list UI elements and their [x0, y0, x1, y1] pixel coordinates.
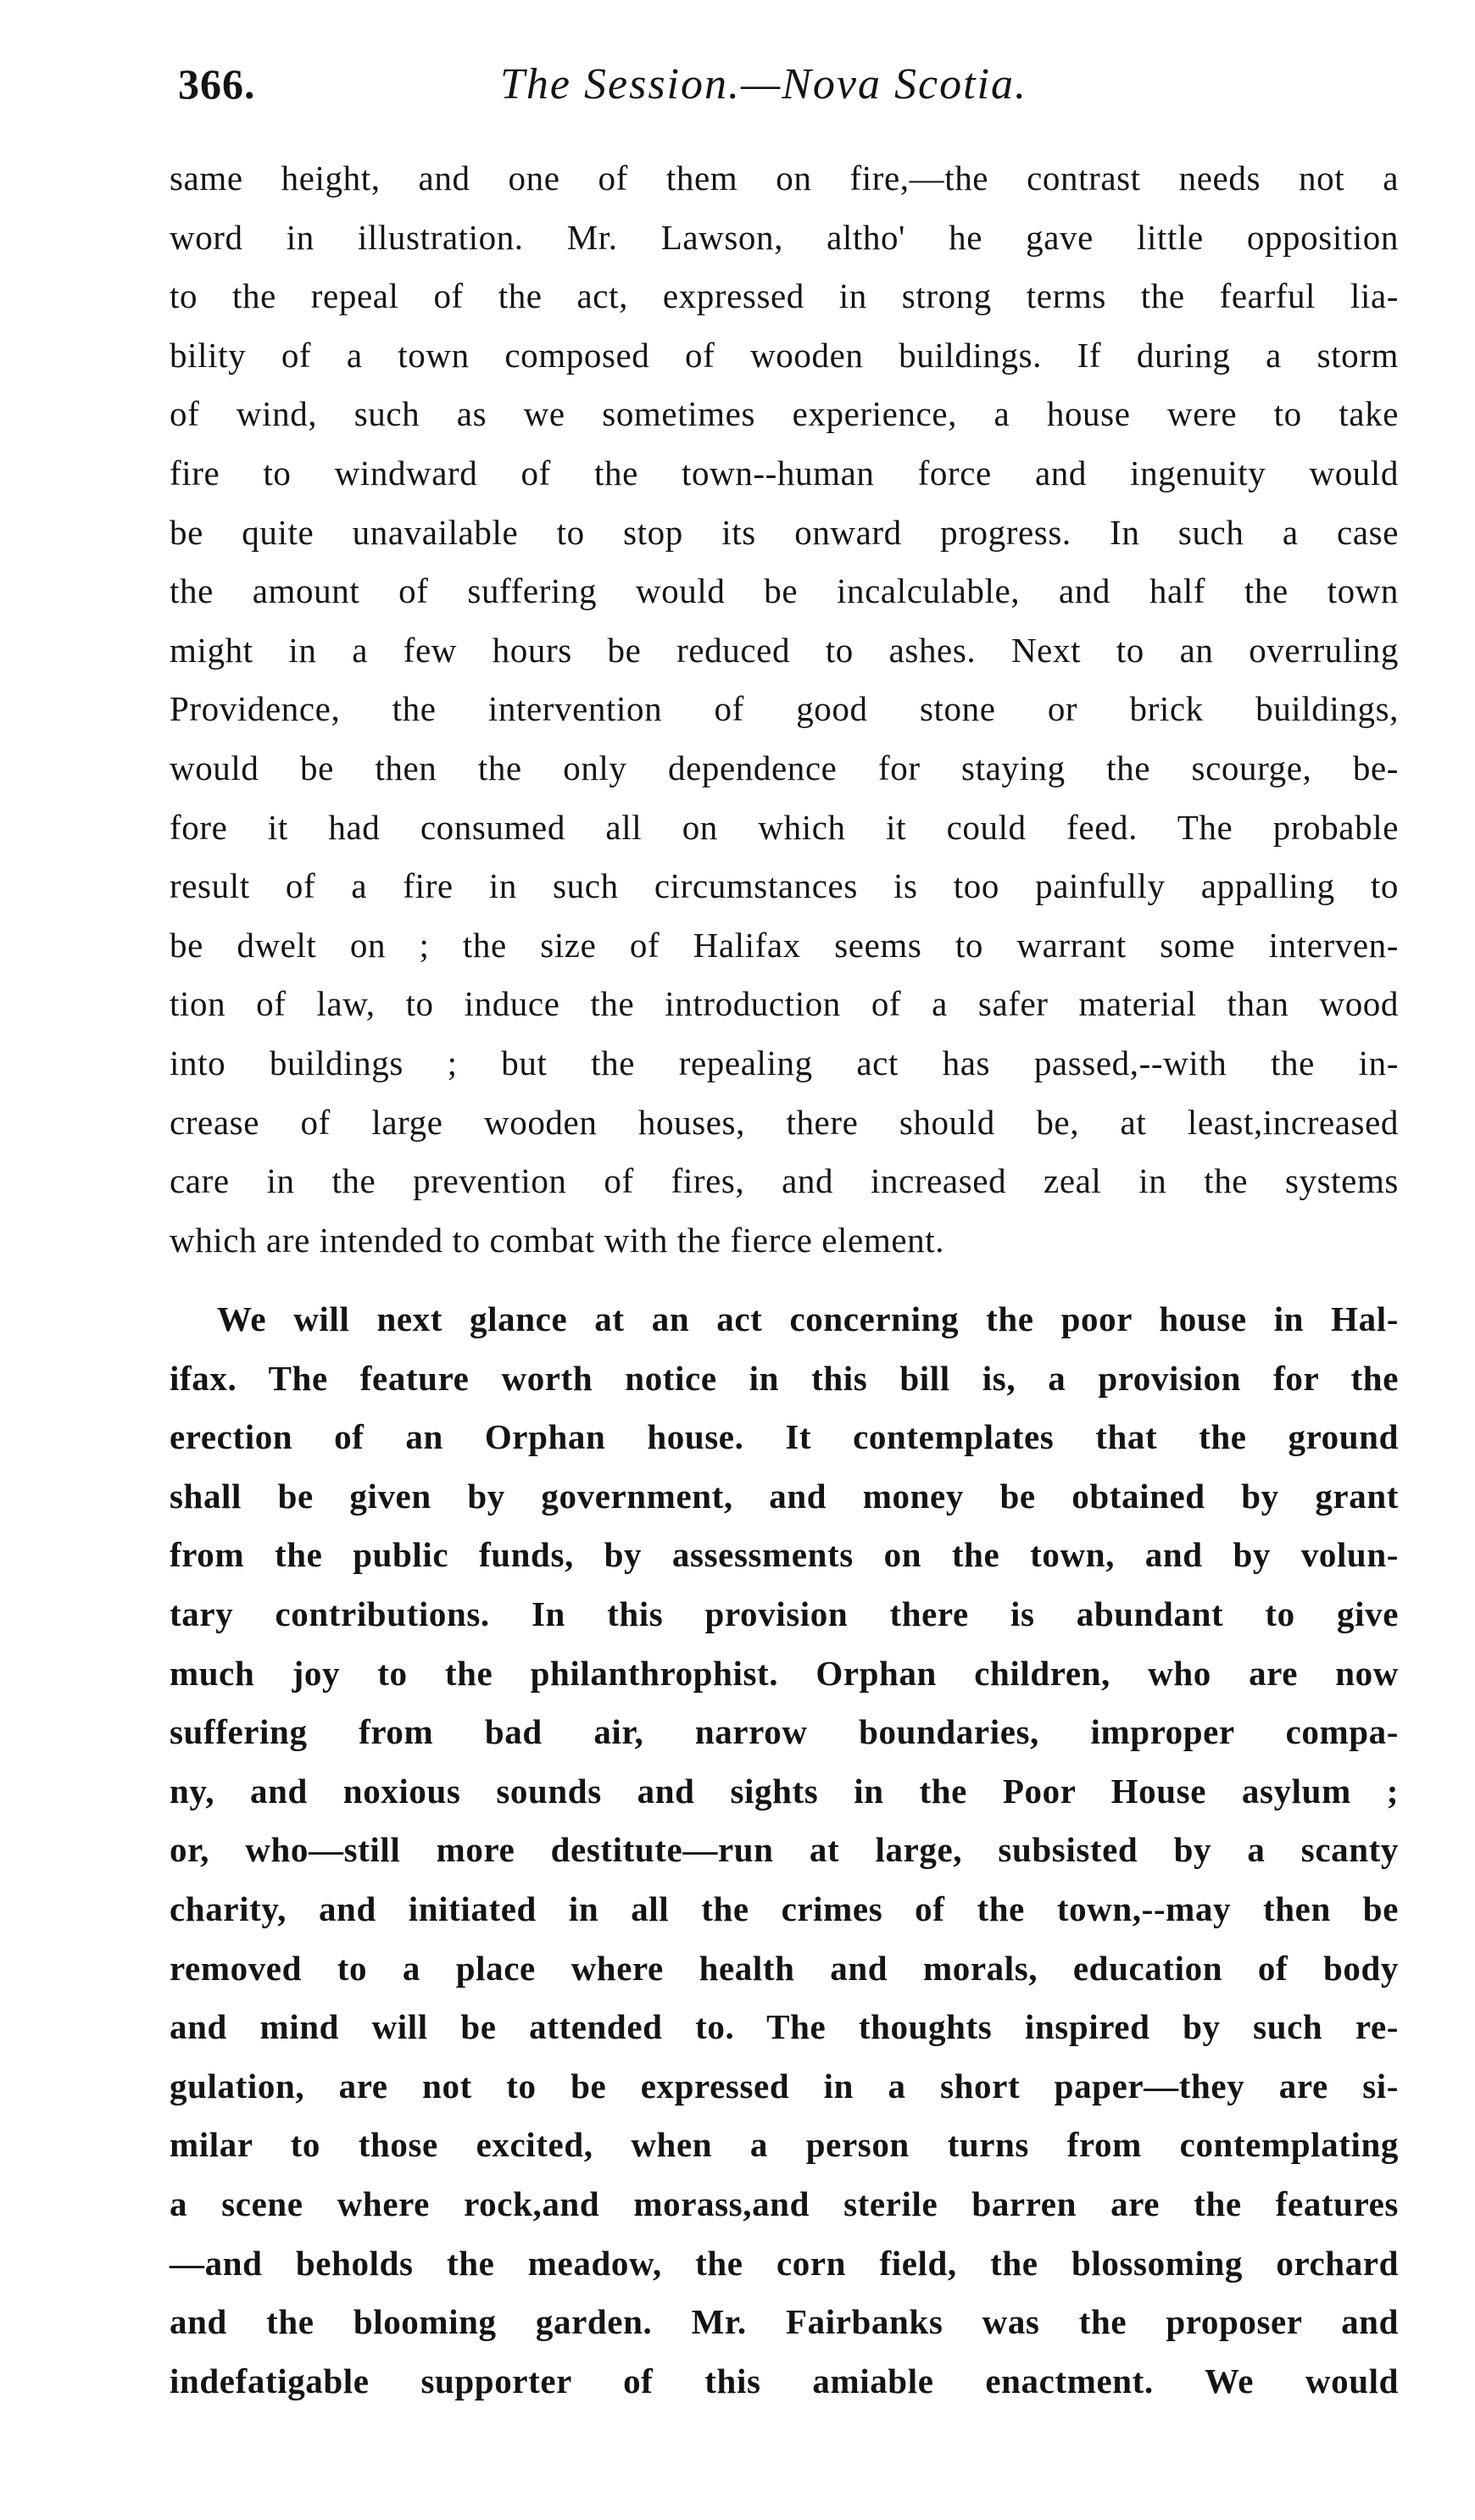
text-line: a scene where rock,and morass,and sterile barren are the features	[170, 2183, 1399, 2223]
text-line: We will next glance at an act concerning the poor house in Hal-	[217, 1299, 1399, 1338]
page-header	[178, 59, 1399, 127]
text-line: milar to those excited, when a person turns from contemplating	[170, 2125, 1399, 2165]
text-line: ifax. The feature worth notice in this bill is, a provision for the	[170, 1358, 1399, 1398]
text-line: shall be given by government, and money be obtained by grant	[170, 1476, 1399, 1516]
text-line: be quite unavailable to stop its onward progress. In such a case	[170, 512, 1399, 552]
text-line: would be then the only dependence for staying the scourge, be-	[170, 748, 1399, 787]
paragraph-fire-safety	[170, 149, 1399, 1270]
page-number: 366.	[178, 60, 256, 108]
text-line: tary contributions. In this provision there is abundant to give	[170, 1594, 1399, 1633]
text-line: charity, and initiated in all the crimes of the town,--may then be	[170, 1889, 1399, 1928]
text-line: into buildings ; but the repealing act has passed,--with the in-	[170, 1043, 1399, 1082]
text-line: Providence, the intervention of good stone or brick buildings,	[170, 689, 1399, 729]
text-line: which are intended to combat with the fierce element.	[170, 1220, 945, 1260]
running-head: The Session.—Nova Scotia.	[500, 60, 1027, 108]
text-line: fore it had consumed all on which it could feed. The probable	[170, 807, 1399, 847]
text-line: of wind, such as we sometimes experience, a house were to take	[170, 394, 1399, 434]
text-line: be dwelt on ; the size of Halifax seems to warrant some interven-	[170, 925, 1399, 965]
text-line: same height, and one of them on fire,—the contrast needs not a	[170, 159, 1399, 197]
text-line: erection of an Orphan house. It contemplates that the ground	[170, 1417, 1399, 1457]
text-line: and mind will be attended to. The thoughts inspired by such re-	[170, 2007, 1399, 2047]
text-line: the amount of suffering would be incalculable, and half the town	[170, 571, 1399, 611]
text-line: word in illustration. Mr. Lawson, altho' he gave little opposition	[170, 217, 1399, 257]
text-line: to the repeal of the act, expressed in strong terms the fearful lia-	[170, 276, 1399, 316]
text-line: ny, and noxious sounds and sights in the Poor House asylum ;	[170, 1771, 1399, 1811]
paragraph-orphan-house	[170, 1290, 1399, 2411]
text-line: result of a fire in such circumstances is too painfully appalling to	[170, 866, 1399, 906]
text-line: or, who—still more destitute—run at large, subsisted by a scanty	[170, 1830, 1399, 1870]
text-line: might in a few hours be reduced to ashes. Next to an overruling	[170, 630, 1399, 670]
text-line: —and beholds the meadow, the corn field, the blossoming orchard	[170, 2243, 1399, 2283]
text-line: tion of law, to induce the introduction of a safer material than wood	[170, 984, 1399, 1024]
text-line: care in the prevention of fires, and increased zeal in the systems	[170, 1161, 1399, 1201]
text-line: much joy to the philanthrophist. Orphan children, who are now	[170, 1653, 1399, 1693]
text-line: and the blooming garden. Mr. Fairbanks was the proposer and	[170, 2302, 1399, 2342]
text-line: suffering from bad air, narrow boundaries, improper compa-	[170, 1712, 1399, 1752]
text-line: bility of a town composed of wooden buildings. If during a storm	[170, 335, 1399, 375]
text-line: fire to windward of the town--human force and ingenuity would	[170, 453, 1399, 492]
text-line: removed to a place where health and morals, education of body	[170, 1948, 1399, 1988]
text-line: from the public funds, by assessments on the town, and by volun-	[170, 1535, 1399, 1575]
text-line: gulation, are not to be expressed in a short paper—they are si-	[170, 2066, 1399, 2106]
text-line: indefatigable supporter of this amiable enactment. We would	[170, 2361, 1399, 2400]
text-line: crease of large wooden houses, there should be, at least,increased	[170, 1102, 1399, 1142]
